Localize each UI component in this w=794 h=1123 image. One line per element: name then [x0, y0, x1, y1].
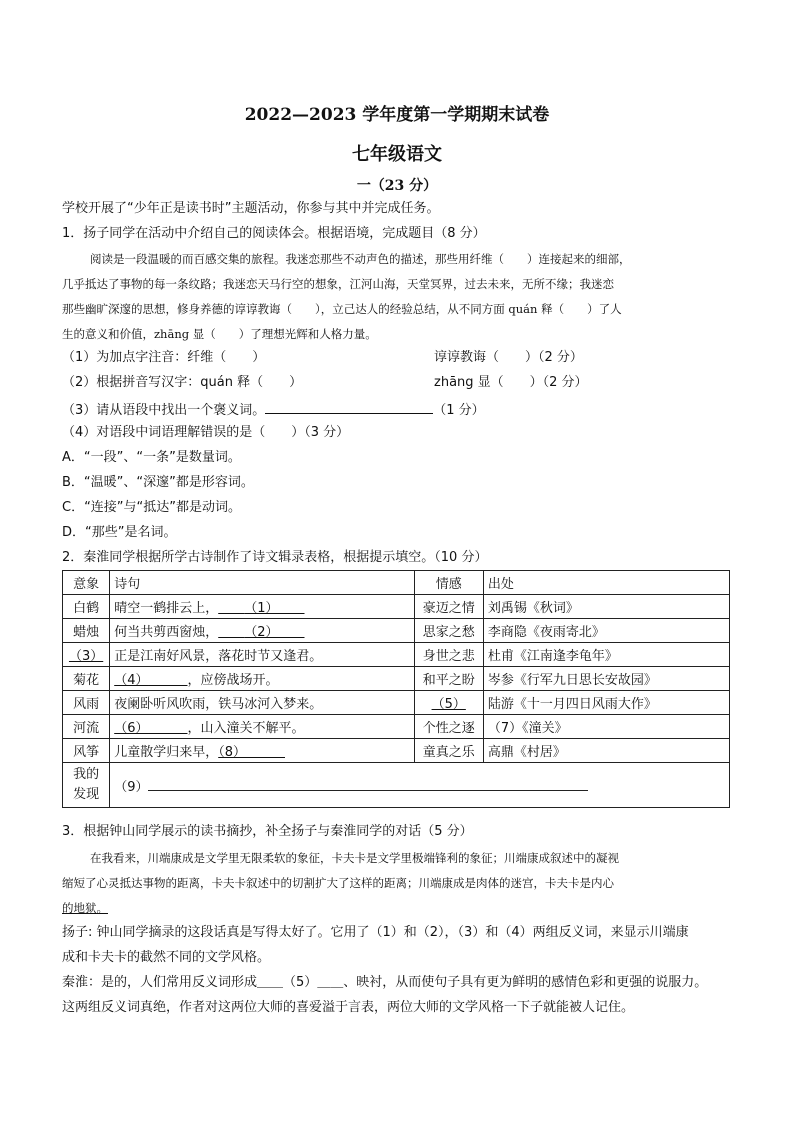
- q1-sub3-b: （1 分）: [433, 403, 485, 418]
- cell-verse: [110, 739, 414, 763]
- findings-blank-label: （9）: [114, 779, 149, 795]
- q3-title: 3．根据钟山同学展示的读书摘抄，补全扬子与秦淮同学的对话（5 分）: [62, 824, 473, 839]
- findings-label: 我的 发现: [63, 763, 110, 808]
- cell-image: 风筝: [63, 739, 110, 763]
- option-d[interactable]: D．“那些”是名词。: [62, 525, 177, 540]
- poetry-table: [62, 570, 730, 808]
- table-row: [63, 667, 730, 691]
- q1-sub1-b: 谆谆教诲（ ）（2 分）: [434, 350, 583, 365]
- q1-sub2: [62, 374, 744, 392]
- dialogue-qinhuai: 秦淮：是的，人们常用反义词形成＿＿（5）＿＿、映衬，从而使句子具有更为鲜明的感情色彩和更强的说服力。: [62, 975, 708, 990]
- cell-emotion: 身世之悲: [414, 643, 483, 667]
- intro-text: 学校开展了“少年正是读书时”主题活动，你参与其中并完成任务。: [62, 201, 440, 216]
- q1-title: 1．扬子同学在活动中介绍自己的阅读体会。根据语境，完成题目（8 分）: [62, 226, 486, 241]
- source-text: （7）《潼关》: [487, 721, 568, 736]
- findings-cell[interactable]: [110, 763, 730, 808]
- cell-source: 高鼎《村居》: [483, 739, 729, 763]
- table-row: [63, 691, 730, 715]
- cell-emotion: 思家之愁: [414, 619, 483, 643]
- cell-emotion: 和平之盼: [414, 667, 483, 691]
- q3-excerpt-line: 缩短了心灵抵达事物的距离，卡夫卡叙述中的切割扩大了这样的距离；川端康成是肉体的迷宫，卡夫卡是内心: [62, 876, 614, 890]
- header-source: 出处: [483, 571, 729, 595]
- dialogue-yangzi-cont: 成和卡夫卡的截然不同的文学风格。: [62, 950, 271, 965]
- table-row: [63, 643, 730, 667]
- table-row: [63, 619, 730, 643]
- cell-verse: [110, 619, 414, 643]
- verse-text: ，山入潼关不解平。: [187, 721, 305, 736]
- dialogue-qinhuai-cont: 这两组反义词真绝，作者对这两位大师的喜爱溢于言表，两位大师的文学风格一下子就能被人记住。: [62, 1000, 635, 1015]
- cell-verse: [110, 595, 414, 619]
- verse-blank[interactable]: （1）: [244, 601, 279, 616]
- exam-title: 2022—2023 学年度第一学期期末试卷: [244, 105, 550, 125]
- q1-sub3-a: （3）请从语段中找出一个褒义词。: [62, 403, 266, 418]
- table-row: [63, 595, 730, 619]
- option-c[interactable]: C．“连接”与“抵达”都是动词。: [62, 500, 242, 515]
- cell-source: 刘禹锡《秋词》: [483, 595, 729, 619]
- verse-text: 晴空一鹤排云上，: [114, 601, 219, 616]
- header-emotion: 情感: [414, 571, 483, 595]
- cell-image: 白鹤: [63, 595, 110, 619]
- q1-sub1: [62, 349, 744, 367]
- cell-image-blank[interactable]: （3）: [63, 643, 110, 667]
- findings-row: [63, 763, 730, 808]
- cell-emotion: 豪迈之情: [414, 595, 483, 619]
- cell-source: 杜甫《江南逢李龟年》: [483, 643, 729, 667]
- cell-emotion: 童真之乐: [414, 739, 483, 763]
- option-a[interactable]: A．“一段”、“一条”是数量词。: [62, 450, 241, 465]
- header-verse: 诗句: [110, 571, 414, 595]
- q1-sub4: （4）对语段中词语理解错误的是（ ）（3 分）: [62, 425, 350, 440]
- verse-blank[interactable]: （8）: [218, 745, 246, 760]
- cell-source: 陆游《十一月四日风雨大作》: [483, 691, 729, 715]
- findings-blank[interactable]: [148, 776, 588, 791]
- table-header-row: [63, 571, 730, 595]
- q1-passage-line: 那些幽旷深邃的思想，修身养德的谆谆教诲（ ），立己达人的经验总结，从不同方面 quán 释（ ）了人: [62, 302, 622, 316]
- q3-excerpt-line: 在我看来，川端康成是文学里无限柔软的象征，卡夫卡是文学里极端锋利的象征；川端康成叙述中的凝视: [90, 851, 619, 865]
- cell-verse: 正是江南好风景，落花时节又逢君。: [110, 643, 414, 667]
- cell-image: 蜡烛: [63, 619, 110, 643]
- cell-source: 岑参《行军九日思长安故园》: [483, 667, 729, 691]
- verse-text: 儿童散学归来早，: [114, 745, 219, 760]
- cell-source: 李商隐《夜雨寄北》: [483, 619, 729, 643]
- table-row: [63, 715, 730, 739]
- q2-title: 2．秦淮同学根据所学古诗制作了诗文辑录表格，根据提示填空。（10 分）: [62, 550, 488, 565]
- table-row: [63, 739, 730, 763]
- q1-passage-line: 几乎抵达了事物的每一条纹路；我迷恋天马行空的想象，江河山海，天堂冥界，过去未来，无所不缘；我迷恋: [62, 277, 614, 291]
- q1-sub3: [62, 399, 744, 420]
- dialogue-yangzi: 扬子: 钟山同学摘录的这段话真是写得太好了。它用了（1）和（2），（3）和（4）两组反义词，来显示川端康: [62, 925, 689, 940]
- verse-blank[interactable]: （6）: [114, 721, 149, 736]
- q1-sub2-b: zhāng 显（ ）（2 分）: [434, 375, 588, 390]
- cell-image: 风雨: [63, 691, 110, 715]
- cell-image: 菊花: [63, 667, 110, 691]
- exam-subtitle: 七年级语文: [352, 144, 442, 165]
- q1-sub1-a: （1）为加点字注音：纤维（ ）: [62, 350, 266, 365]
- cell-verse: 夜阑卧听风吹雨，铁马冰河入梦来。: [110, 691, 414, 715]
- header-image: 意象: [63, 571, 110, 595]
- cell-image: 河流: [63, 715, 110, 739]
- verse-text: ，应傍战场开。: [187, 673, 279, 688]
- cell-verse: [110, 667, 414, 691]
- answer-blank[interactable]: [265, 399, 433, 414]
- option-b[interactable]: B．“温暖”、“深邃”都是形容词。: [62, 475, 254, 490]
- q1-sub2-a: （2）根据拼音写汉字：quán 释（ ）: [62, 375, 303, 390]
- cell-source-blank[interactable]: [483, 715, 729, 739]
- q3-excerpt-line: 的地狱。: [62, 901, 108, 915]
- cell-emotion: 个性之逐: [414, 715, 483, 739]
- cell-emotion-blank[interactable]: （5）: [414, 691, 483, 715]
- verse-blank[interactable]: （2）: [244, 625, 279, 640]
- q1-passage-line: 阅读是一段温暖的而百感交集的旅程。我迷恋那些不动声色的描述，那些用纤维（ ）连接起来的细部，: [90, 252, 631, 266]
- verse-blank[interactable]: （4）: [114, 673, 149, 688]
- cell-verse: [110, 715, 414, 739]
- q1-passage-line: 生的意义和价值，zhāng 显（ ）了理想光辉和人格力量。: [62, 327, 377, 341]
- section-heading: 一（23 分）: [356, 178, 438, 194]
- verse-text: 何当共剪西窗烛，: [114, 625, 219, 640]
